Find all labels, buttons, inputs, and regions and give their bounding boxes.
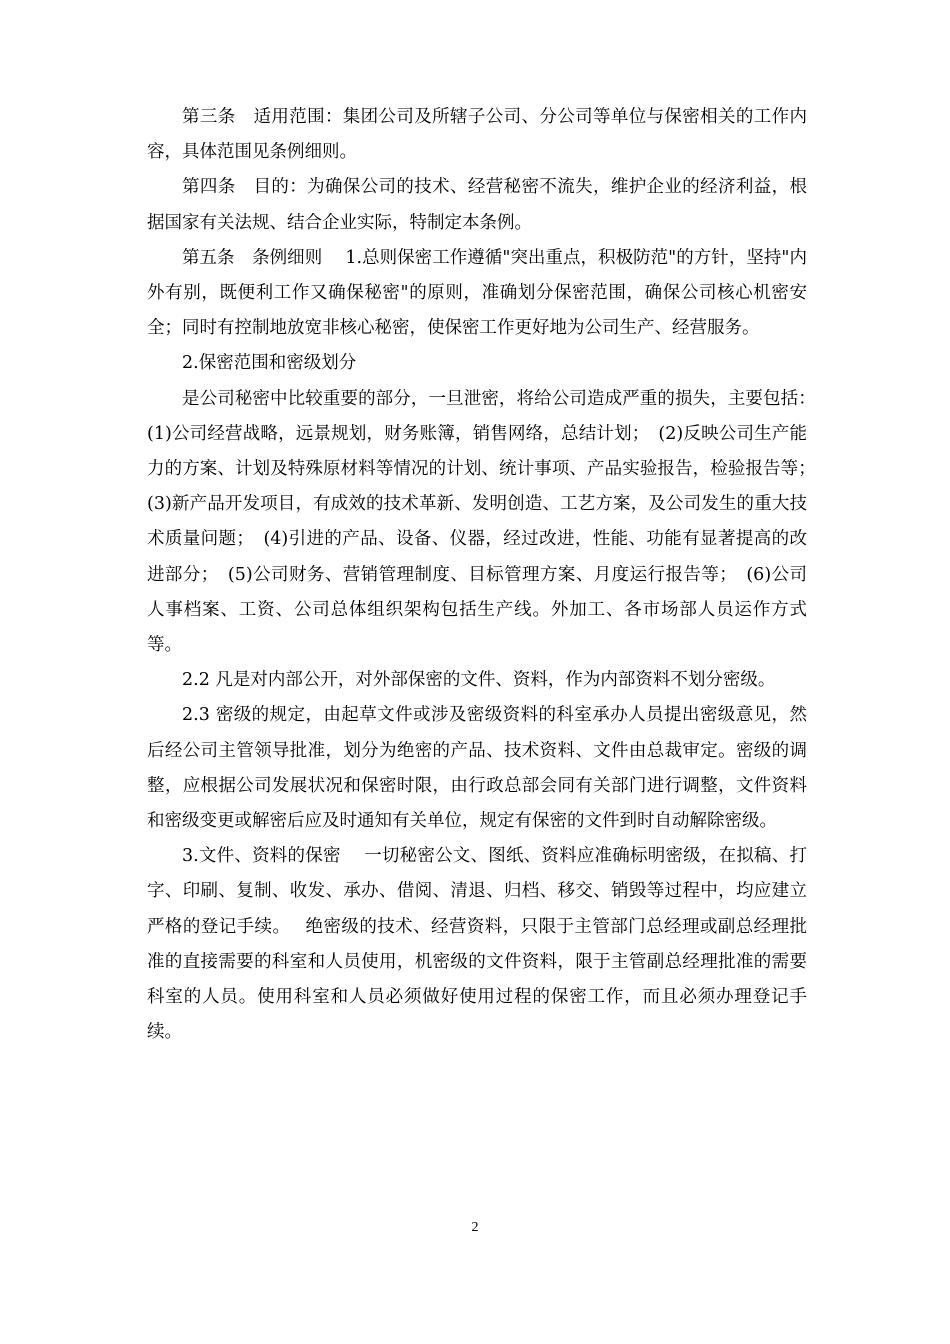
paragraph-article-4: 第四条 目的：为确保公司的技术、经营秘密不流失，维护企业的经济利益，根据国家有关法规、结合企业实际，特制定本条例。 (147, 177, 807, 233)
paragraph-section-2-heading: 2.保密范围和密级划分 (182, 353, 357, 374)
paragraph-article-3: 第三条 适用范围：集团公司及所辖子公司、分公司等单位与保密相关的工作内容，具体范围见条例细则。 (147, 107, 807, 163)
paragraph-secret-scope: 是公司秘密中比较重要的部分，一旦泄密，将给公司造成严重的损失，主要包括： (1)公司经营战略，远景规划，财务账簿，销售网络，总结计划； (2)反映公司生产能力的方案、计划及特殊原材料等情况的计划、统计事项、产品实验报告，检验报告等； (3)新产品开发项目，有成效的技术革新、发明创造、工艺方案，及公司发生的重大技术质量问题； (4)引进的产品、设备、仪器，经过改进，性能、功能有显著提高的改进部分； (5)公司财务、营销管理制度、目标管理方案、月度运行报告等； (6)公司人事档案、工资、公司总体组织架构包括生产线。外加工、各市场部人员运作方式等。 (147, 388, 825, 656)
page-number: 2 (471, 1220, 479, 1235)
paragraph-article-5: 第五条 条例细则 1.总则保密工作遵循"突出重点，积极防范"的方针，坚持"内外有别，既便利工作又确保秘密"的原则，准确划分保密范围，确保公司核心机密安全；同时有控制地放宽非核心秘密，使保密工作更好地为公司生产、经营服务。 (147, 247, 807, 339)
paragraph-section-3: 3.文件、资料的保密 一切秘密公文、图纸、资料应准确标明密级，在拟稿、打字、印刷、复制、收发、承办、借阅、清退、归档、移交、销毁等过程中，均应建立严格的登记手续。 绝密级的技术、经营资料，只限于主管部门总经理或副总经理批准的直接需要的科室和人员使用，机密级的文件资料，限于主管副总经理批准的需要科室的人员。使用科室和人员必须做好使用过程的保密工作，而且必须办理登记手续。 (147, 846, 807, 1043)
paragraph-section-2-2: 2.2 凡是对内部公开，对外部保密的文件、资料，作为内部资料不划分密级。 (182, 670, 776, 691)
paragraph-section-2-3: 2.3 密级的规定，由起草文件或涉及密级资料的科室承办人员提出密级意见，然后经公司主管领导批准，划分为绝密的产品、技术资料、文件由总裁审定。密级的调整，应根据公司发展状况和保密时限，由行政总部会同有关部门进行调整，文件资料和密级变更或解密后应及时通知有关单位，规定有保密的文件到时自动解除密级。 (147, 705, 807, 832)
document-body (147, 100, 825, 1050)
